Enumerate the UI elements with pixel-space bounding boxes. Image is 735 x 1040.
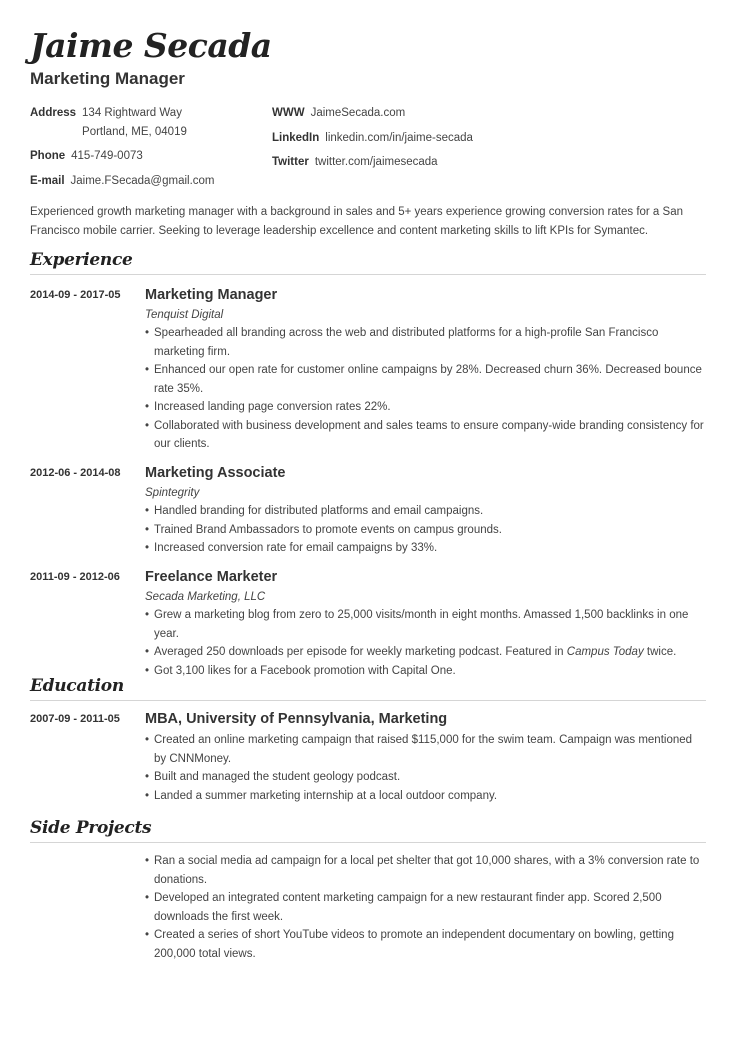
entry-bullets — [145, 502, 706, 558]
entry-organization: Secada Marketing, LLC — [145, 591, 266, 603]
entry-organization: Tenquist Digital — [145, 309, 224, 321]
entry-bullets — [145, 324, 706, 454]
entry-role: Marketing Manager — [145, 287, 278, 303]
entry-body — [145, 569, 706, 680]
address-label: Address — [30, 107, 77, 119]
profile-summary: Experienced growth marketing manager with a background in sales and 5+ years experience growing conversion rates for a San Francisco mobile carrier. Seeking to leverage leadership excellence and content marketing skills to lift KPIs for Symantec. — [30, 206, 683, 237]
contact-email — [30, 172, 215, 191]
bullet-item — [145, 643, 706, 662]
linkedin-label: LinkedIn — [272, 131, 320, 144]
twitter-value: twitter.com/jaimesecada — [314, 156, 438, 168]
entry-body — [145, 287, 706, 454]
education-heading-text: Education — [30, 676, 124, 696]
bullet-text: Averaged 250 downloads per episode for weekly marketing podcast. Featured in — [154, 646, 567, 658]
bullet-item: • Ran a social media ad campaign for a local pet shelter that got 10,000 shares, with a 3% conversion rate to donations. — [145, 852, 706, 889]
side-projects-heading — [30, 818, 706, 843]
side-projects-heading-text: Side Projects — [30, 818, 152, 838]
entry-role: MBA, University of Pennsylvania, Marketing — [145, 711, 448, 727]
entry-date: 2011-09 - 2012-06 — [30, 571, 120, 583]
bullet-item: • Enhanced our open rate for customer online campaigns by 28%. Decreased churn 36%. Decreased bounce rate 35%. — [145, 361, 706, 398]
contact-info-right — [272, 104, 473, 178]
bullet-text: twice. — [643, 646, 677, 658]
entry-date: 2007-09 - 2011-05 — [30, 713, 120, 725]
bullet-item: • Handled branding for distributed platforms and email campaigns. — [145, 502, 706, 521]
contact-phone — [30, 147, 215, 166]
candidate-title: Marketing Manager — [30, 69, 185, 88]
bullet-item: • Created an online marketing campaign that raised $115,000 for the swim team. Campaign was mentioned by CNNMoney. — [145, 731, 706, 768]
bullet-item: • Built and managed the student geology podcast. — [145, 768, 706, 787]
entry-bullets — [145, 852, 706, 963]
publication-name: Campus Today — [566, 646, 644, 658]
education-heading — [30, 676, 706, 701]
bullet-item: • Got 3,100 likes for a Facebook promotion with Capital One. — [145, 662, 706, 681]
candidate-name: Jaime Secada — [30, 26, 272, 65]
bullet-item: • Grew a marketing blog from zero to 25,000 visits/month in eight months. Amassed 1,500 backlinks in one year. — [145, 606, 706, 643]
bullet-item: • Spearheaded all branding across the web and distributed platforms for a high-profile San Francisco marketing firm. — [145, 324, 706, 361]
bullet-item: • Landed a summer marketing internship at a local outdoor company. — [145, 787, 706, 806]
contact-website — [272, 104, 473, 123]
experience-heading-text: Experience — [30, 250, 133, 270]
phone-label: Phone — [30, 150, 66, 162]
bullet-item: • Created a series of short YouTube videos to promote an independent documentary on bowling, getting 200,000 total views. — [145, 926, 706, 963]
bullet-item: • Trained Brand Ambassadors to promote events on campus grounds. — [145, 521, 706, 540]
address-value — [82, 104, 187, 141]
entry-organization: Spintegrity — [145, 487, 200, 499]
entry-bullets — [145, 731, 706, 805]
twitter-label: Twitter — [272, 156, 309, 168]
entry-bullets — [145, 606, 706, 680]
website-label: WWW — [272, 107, 305, 119]
entry-body — [145, 465, 706, 558]
bullet-item: • Collaborated with business development and sales teams to ensure company-wide branding consistency for our clients. — [145, 417, 706, 454]
entry-role: Marketing Associate — [145, 465, 286, 481]
website-value: JaimeSecada.com — [310, 107, 406, 119]
entry-body — [145, 852, 706, 963]
entry-role: Freelance Marketer — [145, 569, 278, 585]
contact-info-left — [30, 104, 215, 196]
phone-value: 415-749-0073 — [71, 150, 143, 162]
address-line-2: Portland, ME, 04019 — [82, 125, 187, 138]
entry-date: 2012-06 - 2014-08 — [30, 467, 121, 479]
contact-twitter — [272, 153, 473, 172]
experience-heading — [30, 250, 706, 275]
linkedin-value: linkedin.com/in/jaime-secada — [325, 131, 473, 144]
bullet-item: • Increased landing page conversion rates 22%. — [145, 398, 706, 417]
entry-body — [145, 711, 706, 805]
email-value: Jaime.FSecada@gmail.com — [70, 174, 215, 187]
entry-date: 2014-09 - 2017-05 — [30, 289, 121, 301]
contact-linkedin — [272, 129, 473, 148]
bullet-item: • Developed an integrated content marketing campaign for a new restaurant finder app. Scored 2,500 downloads the first week. — [145, 889, 706, 926]
email-label: E-mail — [30, 174, 65, 187]
address-line-1: 134 Rightward Way — [82, 107, 182, 119]
bullet-item: • Increased conversion rate for email campaigns by 33%. — [145, 539, 706, 558]
contact-address — [30, 104, 215, 141]
